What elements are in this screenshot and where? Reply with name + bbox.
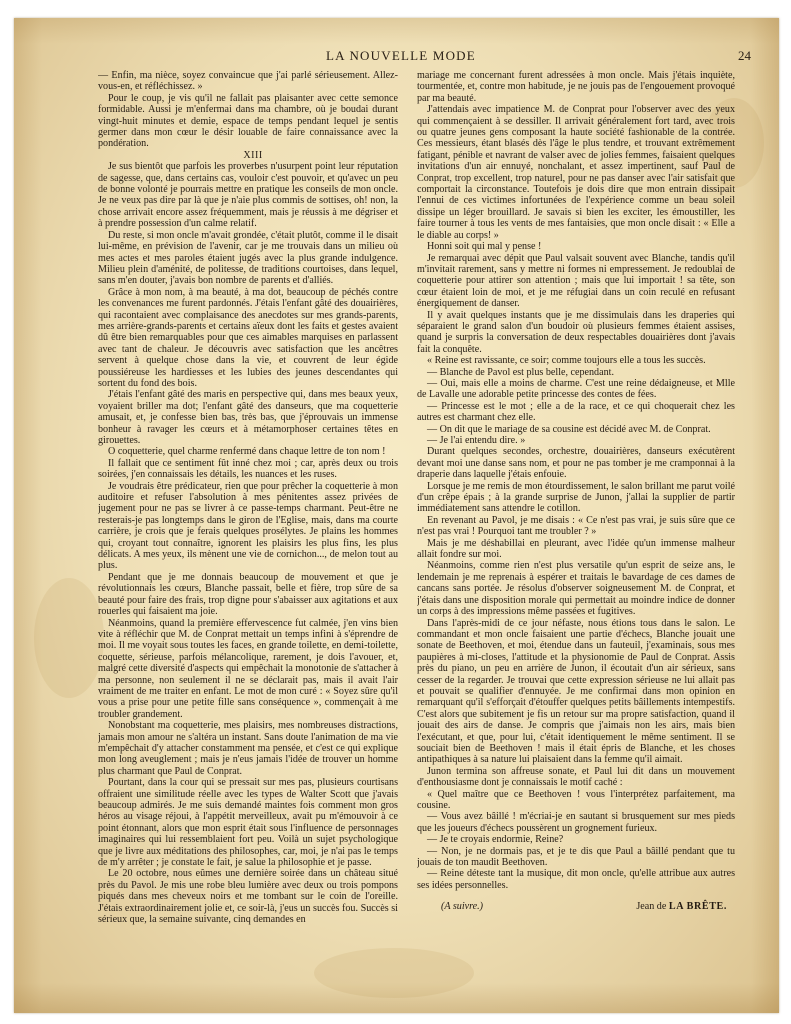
paragraph: Lorsque je me remis de mon étourdissement, le salon brillant me parut voilé d'un crêpe épais ; à la grande surprise de Junon, j'allai la supplier de partir immédiatement sans attendre le cotillon. — [417, 480, 735, 515]
paragraph: Honni soit qui mal y pense ! — [427, 241, 542, 253]
section-heading: XIII — [243, 149, 263, 161]
article-footer — [417, 901, 735, 917]
paragraph: mariage me concernant furent adressées à mon oncle. Mais j'étais inquiète, tourmentée, et, contre mon habitude, je ne jouis pas de l'engouement provoqué par ma beauté. — [417, 70, 735, 104]
paper-stain — [34, 578, 104, 698]
signature-name: LA BRÊTE. — [668, 901, 727, 913]
paragraph: — Je te croyais endormie, Reine? — [427, 834, 564, 846]
paragraph: — Oui, mais elle a moins de charme. C'est une reine dédaigneuse, et Mlle de Lavalle une adorable petite princesse des contes de fées. — [417, 377, 735, 401]
author-signature — [636, 901, 727, 912]
paragraph: — Blanche de Pavol est plus belle, cependant. — [427, 366, 614, 378]
paragraph: — Reine déteste tant la musique, dit mon oncle, qu'elle attribue aux autres ses idées personnelles. — [417, 868, 735, 891]
paragraph: « Reine est ravissante, ce soir; comme toujours elle a tous les succès. — [427, 355, 706, 367]
paragraph: En revenant au Pavol, je me disais : « Ce n'est pas vrai, je suis sûre que ce n'est pas vrai ! Pourquoi tant me troubler ? » — [417, 514, 735, 538]
paragraph: Grâce à mon nom, à ma beauté, à ma dot, beaucoup de péchés contre les convenances me furent pardonnés. J'étais l'enfant gâté des douairières, qui racontaient avec complaisance des anecdotes sur mes grands-parents, mes arrière-grands-parents et certains aïeux dont les faits et gestes avaient dû être bien remarquables pour que ces aimables marquises en parlassent avec tant de chaleur. Je découvris avec satisfaction que les ancêtres servent à quelque chose dans la vie, et couvrent de leur égide poussiéreuse les hardiesses et les lubies des jeunes descendantes qui sortent du fond des bois. — [98, 286, 398, 389]
paragraph: Il y avait quelques instants que je me dissimulais dans les draperies qui séparaient le grand salon d'un boudoir où plusieurs femmes étaient assises, quand je surpris la conversation de deux respectables douairières dont j'avais fait la conquête. — [417, 309, 735, 355]
newspaper-page — [14, 18, 779, 1013]
paragraph: — On dit que le mariage de sa cousine est décidé avec M. de Conprat. — [427, 423, 711, 435]
paragraph: Je voudrais être prédicateur, rien que pour prêcher la coquetterie à mon auditoire et refuser l'absolution à mes pénitentes assez privées de jugement pour ne pas se livrer à ce passe-temps charmant. Peut-être ne resterais-je pas longtemps dans le giron de l'Eglise, mais, dans ma courte carrière, je crois que je ferais quelques prosélytes. Je plains les hommes qui, croyant tout connaître, ignorent les plaisirs les plus fins, les plus délicats. A mes yeux, ils mènent une vie de cornichon..., de melon tout au plus. — [98, 480, 398, 572]
paragraph: Nonobstant ma coquetterie, mes plaisirs, mes nombreuses distractions, jamais mon amour ne s'altéra un instant. Sans doute l'animation de ma vie m'empêchait d'y attacher constamment ma pensée, et c'est ce qui explique mon long aveuglement ; mais je n'eus jamais l'idée de trouver un homme plus charmant que Paul de Conprat. — [98, 720, 398, 777]
page-header — [14, 48, 779, 68]
paragraph: Néanmoins, quand la première effervescence fut calmée, j'en vins bien vite à réfléchir que M. de Conprat mettait un temps infini à s'éprendre de moi. Il me voyait sous toutes les faces, en grande toilette, en demi-toilette, coquette, sérieuse, parfois mélancolique, rarement, je dois l'avouer, et, malgré cette diversité d'aspects qui empêchait la monotonie de s'attacher à ma personne, non seulement il ne se déclarait pas, mais il avait l'air vraiment de me traiter en enfant. Le mot de mon curé : « Soyez sûre qu'il vous a prise pour une petite fille sans conséquence », commençait à me troubler grandement. — [98, 617, 398, 720]
signature-prefix: Jean de — [636, 901, 667, 913]
paragraph: J'attendais avec impatience M. de Conprat pour l'observer avec des yeux qui commençaient à se dessiller. Il arrivait généralement fort tard, avec trois ou quatre jeunes gens composant la haute société fashionable de la contrée. Ces messieurs, étant blasés dès l'âge le plus tendre, et trouvant extrêmement fatigant, pénible et navrant de valser avec de jolies femmes, faisaient quelques invitations d'un air ennuyé, nonchalant, et assez impertinent, sauf Paul de Conprat, trop excellent, trop naturel, pour ne pas danser avec l'air satisfait que comportait la circonstance. Toutefois je dois dire que mon entrain dissipait l'ennui de ces victimes infortunées de l'expérience comme un beau soleil dissipe un léger brouillard. Je savais si bien les exciter, les émoustiller, les faire tourner à tous les vents de mes fantaisies, que mon oncle disait : « Elle a le diable au corps! » — [417, 104, 735, 241]
paragraph: Je sus bientôt que parfois les proverbes n'usurpent point leur réputation de sagesse, que, dans certains cas, vouloir c'est pouvoir, et qu'avec un peu de bonne volonté je pourrais mettre en pratique les conseils de mon oncle. Je ne veux pas dire par là que je n'aie plus commis de sottises, oh! non, la chose arrivait encore assez fréquemment, mais je réussis à me dégriser et à prendre possession d'un calme relatif. — [98, 161, 398, 230]
paragraph: Néanmoins, comme rien n'est plus versatile qu'un esprit de seize ans, le lendemain je me reprenais à espérer et traitais le bavardage de ces dames de cancans sans portée. Je résolus d'observer soigneusement M. de Conprat, et j'étais dans une disposition morale qui permettait au moindre indice de donner un corps à des impressions même passées et fugitives. — [417, 560, 735, 618]
paragraph: Durant quelques secondes, orchestre, douairières, danseurs exécutèrent devant moi une danse sans nom, et pour ne pas tomber je me cramponnai à la draperie dans laquelle j'étais enfouie. — [417, 446, 735, 481]
right-column — [417, 70, 735, 1000]
to-be-continued: (A suivre.) — [441, 901, 484, 913]
paragraph: — Princesse est le mot ; elle a de la race, et ce qui choquerait chez les autres est charmant chez elle. — [417, 400, 735, 424]
paragraph: J'étais l'enfant gâté des maris en perspective qui, dans mes beaux yeux, voyaient briller ma dot; l'enfant gâté des danseurs, que ma coquetterie amusait, et, je confesse bien bas, très bas, que j'éprouvais un immense bonheur à ravager les cœurs et à métamorphoser certaines têtes en girouettes. — [98, 389, 398, 446]
paragraph: Le 20 octobre, nous eûmes une dernière soirée dans un château situé près du Pavol. Je mis une robe bleu lumière avec deux ou trois pompons piqués dans mes cheveux noirs et me tombant sur le coin de l'oreille. J'étais extraordinairement jolie et, ce soir-là, j'eus un succès fou. Succès si sérieux que, la semaine suivante, cinq demandes en — [98, 868, 398, 926]
paragraph: — Je l'ai entendu dire. » — [427, 435, 526, 446]
paragraph: — Vous avez bâillé ! m'écriai-je en sautant si brusquement sur mes pieds que les joueurs d'échecs poussèrent un grognement furieux. — [417, 811, 735, 834]
paragraph: Il fallait que ce sentiment fût inné chez moi ; car, après deux ou trois soirées, j'en connaissais les détails, les nuances et les ruses. — [98, 457, 398, 481]
paragraph: Mais je me déshabillai en pleurant, avec l'idée qu'un immense malheur allait fondre sur moi. — [417, 537, 735, 561]
running-title: LA NOUVELLE MODE — [326, 48, 476, 63]
paragraph: — Enfin, ma nièce, soyez convaincue que j'ai parlé sérieusement. Allez-vous-en, et réfléchissez. » — [98, 70, 398, 93]
paragraph: Pendant que je me donnais beaucoup de mouvement et que je révolutionnais les cœurs, Blanche passait, belle et fière, trop sûre de sa beauté pour faire des frais, trop digne pour s'abaisser aux agitations et aux rouerles qui faisaient ma joie. — [98, 571, 398, 618]
paragraph: Pour le coup, je vis qu'il ne fallait pas plaisanter avec cette semonce formidable. Aussi je m'enfermai dans ma chambre, où je boudai durant vingt-huit minutes et demie, espace de temps pendant lequel je sentis germer dans mon cœur le désir louable de faire connaissance avec la pondération. — [98, 92, 398, 150]
paragraph: Pourtant, dans la cour qui se pressait sur mes pas, plusieurs courtisans offraient une similitude réelle avec les types de Walter Scott que j'avais beaucoup admirés. Je me suis demandé maintes fois comment mon gros héros au visage réjoui, à l'appétit merveilleux, avait pu m'émouvoir à ce point étonnant, alors que mon esprit était sous l'influence de personnages imaginaires qui lui ressemblaient fort peu. Voilà un sujet psychologique que je livre aux méditations des philosophes, car, moi, je n'ai pas le temps de m'y arrêter ; je constate le fait, je salue la philosophie et je passe. — [98, 777, 398, 869]
page-number: 24 — [738, 48, 751, 63]
paragraph: Junon termina son affreuse sonate, et Paul lui dit dans un mouvement d'enthousiasme dont je connaissais le motif caché : — [417, 765, 735, 789]
paragraph: Je remarquai avec dépit que Paul valsait souvent avec Blanche, tandis qu'il m'invitait rarement, sans y mettre ni formes ni empressement. Je redoublai de coquetterie pour attirer son attention ; mais que lui importait ! sa tête, son cœur étaient loin de moi, et je me réfugiai dans un coin reculé en refusant énergiquement de danser. — [417, 252, 735, 310]
left-column — [98, 70, 398, 1000]
paragraph: O coquetterie, quel charme renfermé dans chaque lettre de ton nom ! — [108, 446, 386, 458]
paragraph: Du reste, si mon oncle m'avait grondée, c'était plutôt, comme il le disait lui-même, en prévision de l'avenir, car je me trouvais dans un milieu où mes actes et mes paroles étaient jugés avec la plus grande indulgence. Milieu plein d'aménité, de politesse, de traditions courtoises, dans lequel, sans m'en douter, j'avais bon nombre de parents et d'alliés. — [98, 229, 398, 287]
paragraph: « Quel maître que ce Beethoven ! vous l'interprétez parfaitement, ma cousine. — [417, 788, 735, 811]
paragraph: Dans l'après-midi de ce jour néfaste, nous étions tous dans le salon. Le commandant et mon oncle faisaient une partie d'échecs, Blanche jouait une sonate de Beethoven, et moi, étendue dans un fauteuil, j'examinais, sous mes paupières à mi-closes, l'attitude et la physionomie de Paul de Conprat. Assis près du piano, un peu en arrière de Junon, il écoutait d'un air sérieux, sans cesser de la regarder. Je trouvai que cette expression sérieuse ne lui allait pas et pouvait se qualifier d'ennuyée. Je me confirmai dans mon opinion en remarquant qu'il s'efforçait d'étouffer quelques petits bâillements intempestifs. C'est alors que subitement je fis un retour sur ma propre satisfaction, quand il jouait des airs de danse. Je compris que j'aimais non les airs, mais bien l'exécutant, et que, pour lui, c'était identiquement le même sentiment. Il se souciait bien de Beethoven ! mais il était épris de Blanche, et les choses antipathiques à sa nature lui plaisaient dans la femme qu'il aimait. — [417, 617, 735, 766]
paragraph: — Non, je ne dormais pas, et je te dis que Paul a bâillé pendant que tu jouais de ton maudit Beethoven. — [417, 845, 735, 869]
